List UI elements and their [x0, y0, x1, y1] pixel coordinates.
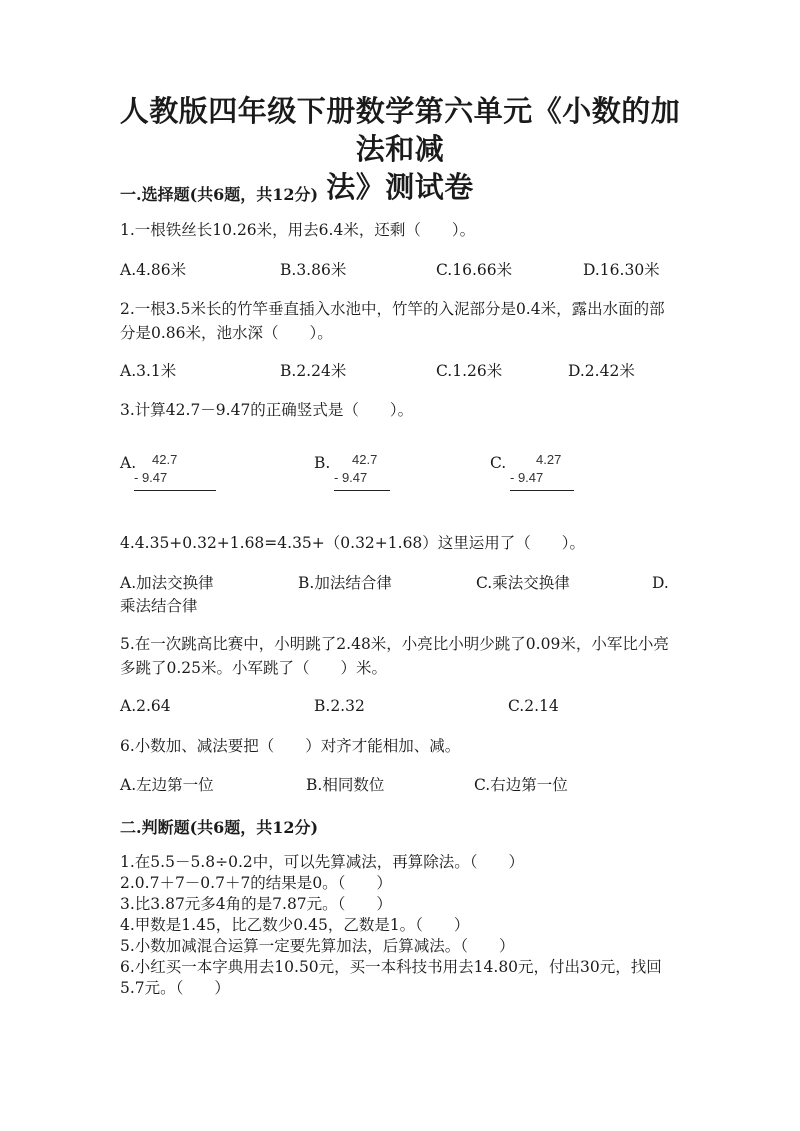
vertical-underline: [334, 490, 390, 491]
question-3-text: 3.计算42.7－9.47的正确竖式是（ ）。: [120, 401, 414, 419]
question-2-option-b: B.2.24米: [280, 362, 347, 380]
question-2-option-c: C.1.26米: [436, 362, 503, 380]
question-5-text: 5.在一次跳高比赛中，小明跳了2.48米，小亮比小明少跳了0.09米，小军比小亮多跳了0.25米。小军跳了（ ）米。: [120, 635, 669, 677]
question-5-option-b: B.2.32: [314, 697, 365, 715]
question-2-option-d: D.2.42米: [568, 362, 635, 380]
question-3-option-a-label: A.: [120, 454, 137, 472]
question-4-option-d: D.: [652, 574, 669, 592]
question-3-option-c-vertical: [510, 452, 580, 496]
question-4-option-a: A.加法交换律: [120, 574, 214, 592]
section-heading-judgment: 二.判断题(共6题，共12分): [120, 818, 319, 837]
title-line-1: 人教版四年级下册数学第六单元《小数的加法和减: [119, 94, 681, 166]
question-3-option-a-vertical: [134, 452, 224, 496]
question-1-text: 1.一根铁丝长10.26米，用去6.4米，还剩（ ）。: [120, 221, 476, 239]
question-4-option-b: B.加法结合律: [298, 574, 392, 592]
question-6-option-b: B.相同数位: [306, 776, 385, 794]
judgment-item-3: 3.比3.87元多4角的是7.87元。（ ）: [120, 895, 392, 913]
judgment-item-6: 6.小红买一本字典用去10.50元，买一本科技书用去14.80元，付出30元，找回5.7元。（ ）: [120, 958, 662, 997]
question-3-option-b-vertical: [334, 452, 396, 496]
question-1-option-a: A.4.86米: [120, 261, 187, 279]
question-4-option-d-text: 乘法结合律: [120, 597, 198, 615]
judgment-item-4: 4.甲数是1.45，比乙数少0.45，乙数是1。（ ）: [120, 916, 470, 934]
vertical-bottom-number: - 9.47: [510, 470, 544, 485]
question-5-option-c: C.2.14: [508, 697, 559, 715]
question-4-option-c: C.乘法交换律: [476, 574, 570, 592]
question-3-option-b-label: B.: [314, 454, 331, 472]
vertical-underline: [134, 490, 216, 491]
judgment-item-5: 5.小数加减混合运算一定要先算加法，后算减法。（ ）: [120, 937, 515, 955]
section-heading-choice: 一.选择题(共6题，共12分): [120, 185, 319, 204]
title-line-2: 法》测试卷: [326, 170, 474, 204]
judgment-item-1: 1.在5.5－5.8÷0.2中，可以先算减法，再算除法。（ ）: [120, 853, 524, 871]
vertical-bottom-number: - 9.47: [134, 470, 168, 485]
vertical-bottom-number: - 9.47: [334, 470, 368, 485]
question-2-option-a: A.3.1米: [120, 362, 177, 380]
question-4-text: 4.4.35+0.32+1.68=4.35+（0.32+1.68）这里运用了（ ）。: [120, 534, 586, 552]
question-1-option-b: B.3.86米: [280, 261, 347, 279]
judgment-item-2: 2.0.7＋7－0.7＋7的结果是0。（ ）: [120, 874, 392, 892]
question-2-text: 2.一根3.5米长的竹竿垂直插入水池中，竹竿的入泥部分是0.4米，露出水面的部分是0.86米，池水深（ ）。: [120, 300, 665, 342]
vertical-underline: [510, 490, 574, 491]
question-1-option-c: C.16.66米: [436, 261, 513, 279]
question-5-option-a: A.2.64: [120, 697, 171, 715]
vertical-top-number: 42.7: [152, 452, 178, 467]
question-6-text: 6.小数加、减法要把（ ）对齐才能相加、减。: [120, 737, 461, 755]
question-6-option-c: C.右边第一位: [474, 776, 568, 794]
question-3-option-c-label: C.: [490, 454, 507, 472]
vertical-top-number: 42.7: [352, 452, 378, 467]
question-1-option-d: D.16.30米: [583, 261, 660, 279]
question-6-option-a: A.左边第一位: [120, 776, 214, 794]
vertical-top-number: 4.27: [536, 452, 562, 467]
